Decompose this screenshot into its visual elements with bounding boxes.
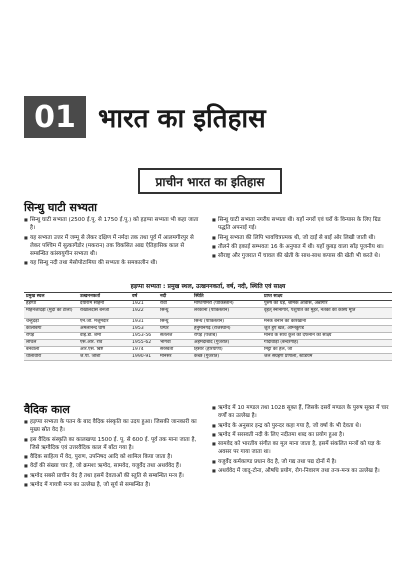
table-cell: बनवाली	[24, 347, 78, 354]
table-cell: सतलज	[158, 333, 192, 340]
vedic-heading: वैदिक काल	[24, 403, 70, 416]
table-cell: भोगवा	[158, 340, 192, 347]
table-cell: पुरुष का धड़, श्रमिक आवास, अन्नागार	[262, 301, 392, 308]
list-item: ■ ऋग्वेद सबसे प्राचीन वेद है तथा इसमें देवताओं की स्तुति से सम्बन्धित मन्त्र हैं।	[24, 472, 200, 480]
table-cell: सिन्ध (पाकिस्तान)	[192, 319, 262, 326]
table-row	[24, 347, 392, 354]
table-header-cell: वर्ष	[130, 293, 158, 301]
list-item: ■ ऋग्वेद के अनुसार इन्द्र को पुरन्दर कहा गया है, जो वर्षा के भी देवता थे।	[212, 422, 392, 430]
harappa-sites-table	[24, 292, 392, 361]
table-cell: रोपड़	[24, 333, 78, 340]
chapter-header	[24, 96, 266, 138]
list-item: ■ सौराष्ट्र और गुजरात में चावल की खेती के साथ-साथ कपास की खेती भी करते थे।	[212, 252, 392, 260]
table-cell: मनके बनाने का कारखाना	[262, 319, 392, 326]
list-item: ■ सिन्धु सभ्यता की लिपि भावचित्रात्मक थी, जो दाईं से बाईं ओर लिखी जाती थी।	[212, 234, 392, 242]
vedic-left-column	[24, 418, 200, 490]
table-header-row	[24, 293, 392, 301]
list-item: ■ ऋग्वेद में गायत्री मन्त्र का उल्लेख है, जो सूर्य से सम्बन्धित है।	[24, 481, 200, 489]
vedic-right-column	[212, 404, 392, 476]
table-cell: घग्घर	[158, 326, 192, 333]
list-item: ■ यह सिन्धु नदी तथा मेसोपोटामिया की सभ्यता के समकालीन थी।	[24, 259, 200, 267]
table-cell: गोदीवाड़ा (बन्दरगाह)	[262, 340, 392, 347]
table-cell: एस.आर. राव	[78, 340, 130, 347]
table-cell: हड़प्पा	[24, 301, 78, 308]
table-cell: हनुमानगढ़ (राजस्थान)	[192, 326, 262, 333]
table-cell: 1953-56	[130, 333, 158, 340]
table-cell: हिसार (हरियाणा)	[192, 347, 262, 354]
table-cell: 1974	[130, 347, 158, 354]
table-row	[24, 301, 392, 308]
list-item: ■ यजुर्वेद कर्मकाण्ड प्रधान वेद है, जो गद्य तथा पद्य दोनों में है।	[212, 458, 392, 466]
chapter-number: 01	[24, 96, 86, 138]
list-item: ■ हड़प्पा सभ्यता के पतन के बाद वैदिक संस्कृति का उदय हुआ। जिसकी जानकारी का मुख्य स्रोत वेद है।	[24, 418, 200, 435]
table-cell: रावी	[158, 301, 192, 308]
table-cell: कच्छ (गुजरात)	[192, 354, 262, 361]
table-cell: सरस्वती	[158, 347, 192, 354]
list-item: ■ सामवेद को भारतीय संगीत का मूल माना जाता है, इसमें संकलित मन्त्रों को यज्ञ के अवसर पर गाया जाता था।	[212, 440, 392, 457]
table-header-cell: नदी	[158, 293, 192, 301]
list-item: ■ वेदों की संख्या चार है, जो क्रमशः ऋग्वेद, सामवेद, यजुर्वेद तथा अथर्ववेद हैं।	[24, 462, 200, 470]
table-cell: जुते हुए खेत, अग्निकुण्ड	[262, 326, 392, 333]
table-cell: अहमदाबाद (गुजरात)	[192, 340, 262, 347]
table-row	[24, 326, 392, 333]
table-row	[24, 340, 392, 347]
list-item: ■ ऋग्वेद में 10 मण्डल तथा 1028 सूक्त हैं, जिसके दसवें मण्डल के पुरुष सूक्त में चार वर्णों का उल्लेख है।	[212, 404, 392, 421]
list-item: ■ सिन्धु घाटी सभ्यता (2500 ई.पू. से 1750 ई.पू.) को हड़प्पा सभ्यता भी कहा जाता है।	[24, 216, 200, 233]
table-title: हड़प्पा सभ्यता : प्रमुख स्थल, उत्खननकर्ता, वर्ष, नदी, स्थिति एवं साक्ष्य	[130, 283, 286, 290]
table-cell: 1955-62	[130, 340, 158, 347]
table-cell: कालीबंगा	[24, 326, 78, 333]
table-cell: 1922	[130, 308, 158, 319]
table-header-cell: उत्खननकर्ता	[78, 293, 130, 301]
table-header-cell: प्राप्त साक्ष्य	[262, 293, 392, 301]
table-cell: मिट्टी का हल, जौ	[262, 347, 392, 354]
table-cell: मानव के साथ कुत्ते को दफनाने का साक्ष्य	[262, 333, 392, 340]
table-cell: मोहनजोदड़ो (मुर्दों का टीला)	[24, 308, 78, 319]
table-cell: जे.पी. जोशी	[78, 354, 130, 361]
list-item: ■ वैदिक साहित्य में वेद, पुराण, उपनिषद आदि को शामिल किया जाता है।	[24, 453, 200, 461]
table-cell: वाई.डी. शर्मा	[78, 333, 130, 340]
table-cell: 1931	[130, 319, 158, 326]
table-cell: मोण्टगोमरी (पाकिस्तान)	[192, 301, 262, 308]
table-cell: दयाराम साहनी	[78, 301, 130, 308]
list-item: ■ ऋग्वेद में सरस्वती नदी के लिए नदीतमा शब्द का प्रयोग हुआ है।	[212, 431, 392, 439]
table-cell: आर.एस. बिष्ट	[78, 347, 130, 354]
table-cell: मानसर	[158, 354, 192, 361]
table-cell: 1921	[130, 301, 158, 308]
list-item: ■ तौलने की इकाई सम्भवतः 16 के अनुपात में थी। यहाँ कुबड़ वाला साँड़ पूजनीय था।	[212, 243, 392, 251]
table-cell: एन.जी. मजूमदार	[78, 319, 130, 326]
list-item: ■ सिन्धु घाटी सभ्यता नगरीय सभ्यता थी। यहाँ नगरों एवं घरों के विन्यास के लिए ग्रिड पद्धति अपनाई गई।	[212, 216, 392, 233]
list-item: ■ अथर्ववेद में जादू-टोना, औषधि प्रयोग, रोग-निवारण तथा तन्त्र-मन्त्र का उल्लेख है।	[212, 467, 392, 475]
list-item: ■ यह सभ्यता उत्तर में जम्मू से लेकर दक्षिण में नर्मदा तक तथा पूर्व में आलमगीरपुर से लेकर पश्चिम में सुत्कागेंडोर (मकरान) तक विकसित आद्य ऐतिहासिक काल से सम्बन्धित कांस्ययुगीन सभ्यता थी।	[24, 234, 200, 259]
indus-left-column	[24, 216, 200, 269]
table-cell: धौलावीरा	[24, 354, 78, 361]
indus-heading: सिन्धु घाटी सभ्यता	[24, 201, 98, 214]
table-row	[24, 308, 392, 319]
table-header-cell: प्रमुख स्थल	[24, 293, 78, 301]
table-header-cell: स्थिति	[192, 293, 262, 301]
table-row	[24, 333, 392, 340]
table-cell: सिन्धु	[158, 319, 192, 326]
list-item: ■ इस वैदिक संस्कृति का कालखण्ड 1500 ई. पू. से 600 ई. पूर्व तक माना जाता है, जिसे ऋग्वैदिक एवं उत्तरवैदिक काल में बाँटा गया है।	[24, 436, 200, 453]
section-title: प्राचीन भारत का इतिहास	[138, 168, 282, 194]
table-cell: जल संग्रहण प्रणाली, स्टेडियम	[262, 354, 392, 361]
table-cell: वृहत् स्नानागार, पशुपति की मुहर, नर्तकी की कांस्य मूर्ति	[262, 308, 392, 319]
indus-right-column	[212, 216, 392, 261]
table-cell: सिन्धु	[158, 308, 192, 319]
table-cell: चन्हूदड़ो	[24, 319, 78, 326]
table-cell: अमलानन्द घोष	[78, 326, 130, 333]
table-cell: 1953	[130, 326, 158, 333]
table-cell: लरकाना (पाकिस्तान)	[192, 308, 262, 319]
table-row	[24, 319, 392, 326]
table-cell: राखालदास बनर्जी	[78, 308, 130, 319]
table-cell: लोथल	[24, 340, 78, 347]
table-cell: रोपड़ (पंजाब)	[192, 333, 262, 340]
table-cell: 1990-91	[130, 354, 158, 361]
table-row	[24, 354, 392, 361]
chapter-title: भारत का इतिहास	[98, 104, 266, 134]
